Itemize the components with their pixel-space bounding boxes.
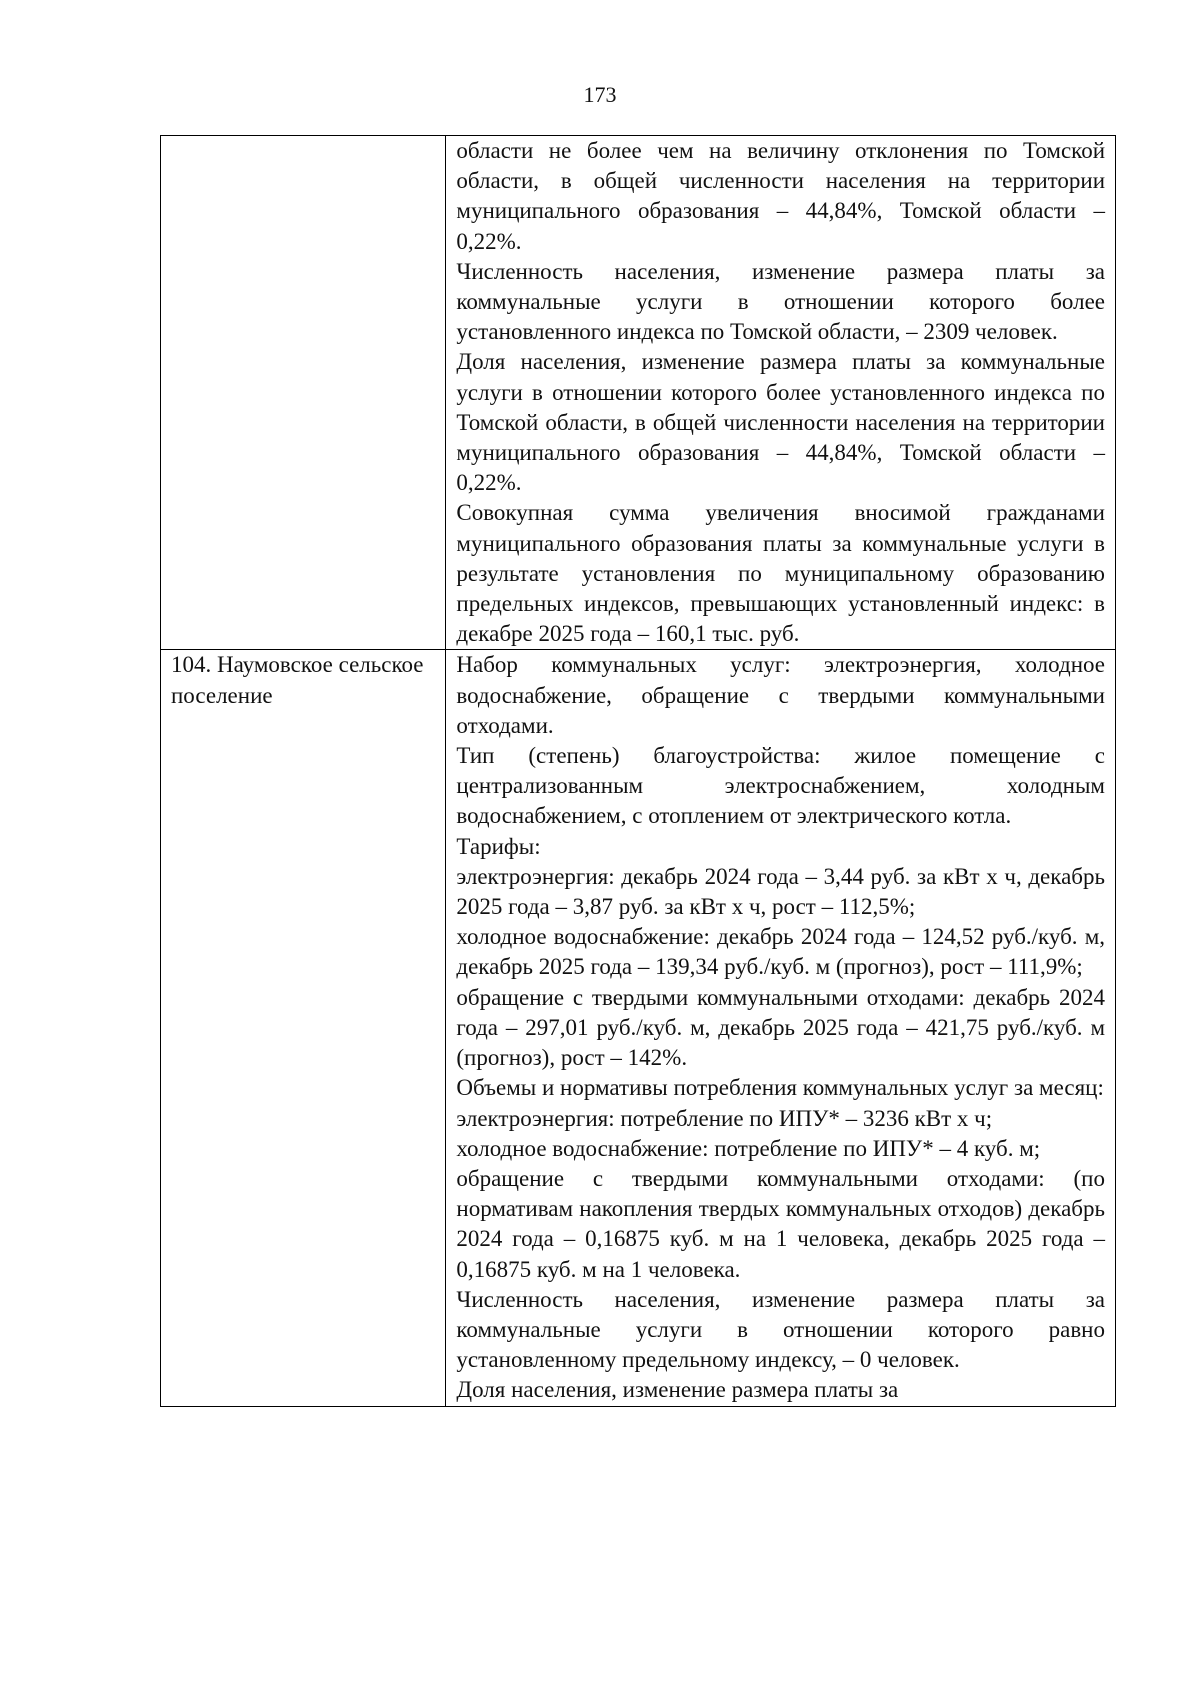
document-table [160,135,1116,1407]
paragraph: Доля населения, изменение размера платы за коммунальные услуги в отношении которого более установленного индекса по Томской области, в общей численности населения на территории муниципального образования – 44,84%, Томской области – 0,22%. [456,349,1105,496]
paragraph: области не более чем на величину отклонения по Томской области, в общей численности населения на территории муниципального образования – 44,84%, Томской области – 0,22%. [456,138,1105,254]
page-number: 173 [583,82,617,107]
paragraph: холодное водоснабжение: потребление по ИПУ* – 4 куб. м; [456,1135,1041,1161]
paragraph: Набор коммунальных услуг: электроэнергия, холодное водоснабжение, обращение с твердыми коммунальными отходами. [456,652,1105,738]
table-row [161,650,1116,1406]
municipality-cell [161,650,446,1406]
paragraph: электроэнергия: декабрь 2024 года – 3,44 руб. за кВт х ч, декабрь 2025 года – 3,87 руб. за кВт х ч, рост – 112,5%; [456,863,1105,920]
paragraph: Доля населения, изменение размера платы за [456,1377,899,1403]
description-cell [446,136,1116,650]
paragraph: Тарифы: [456,833,541,859]
paragraph: обращение с твердыми коммунальными отходами: (по нормативам накопления твердых коммунальных отходов) декабрь 2024 года – 0,16875 куб. м на 1 человека, декабрь 2025 года – 0,16875 куб. м на 1 человека. [456,1165,1105,1282]
municipality-name: 104. Наумовское сельское поселение [171,652,424,708]
paragraph: Численность населения, изменение размера платы за коммунальные услуги в отношении которого более установленного индекса по Томской области, – 2309 человек. [456,258,1105,345]
paragraph: холодное водоснабжение: декабрь 2024 года – 124,52 руб./куб. м, декабрь 2025 года – 139,34 руб./куб. м (прогноз), рост – 111,9%; [456,924,1105,980]
municipality-cell [161,136,446,650]
paragraph: Численность населения, изменение размера платы за коммунальные услуги в отношении которого равно установленному предельному индексу, – 0 человек. [456,1286,1105,1373]
paragraph: Объемы и нормативы потребления коммунальных услуг за месяц: [456,1075,1104,1101]
paragraph: обращение с твердыми коммунальными отходами: декабрь 2024 года – 297,01 руб./куб. м, декабрь 2025 года – 421,75 руб./куб. м (прогноз), рост – 142%. [456,984,1105,1071]
paragraph: электроэнергия: потребление по ИПУ* – 3236 кВт х ч; [456,1105,993,1131]
paragraph: Тип (степень) благоустройства: жилое помещение с централизованным электроснабжением, холодным водоснабжением, с отоплением от электрического котла. [456,743,1105,829]
paragraph: Совокупная сумма увеличения вносимой гражданами муниципального образования платы за коммунальные услуги в результате установления по муниципальному образованию предельных индексов, превышающих установленный индекс: в декабре 2025 года – 160,1 тыс. руб. [456,500,1105,647]
table-row [161,136,1116,650]
description-cell [446,650,1116,1406]
